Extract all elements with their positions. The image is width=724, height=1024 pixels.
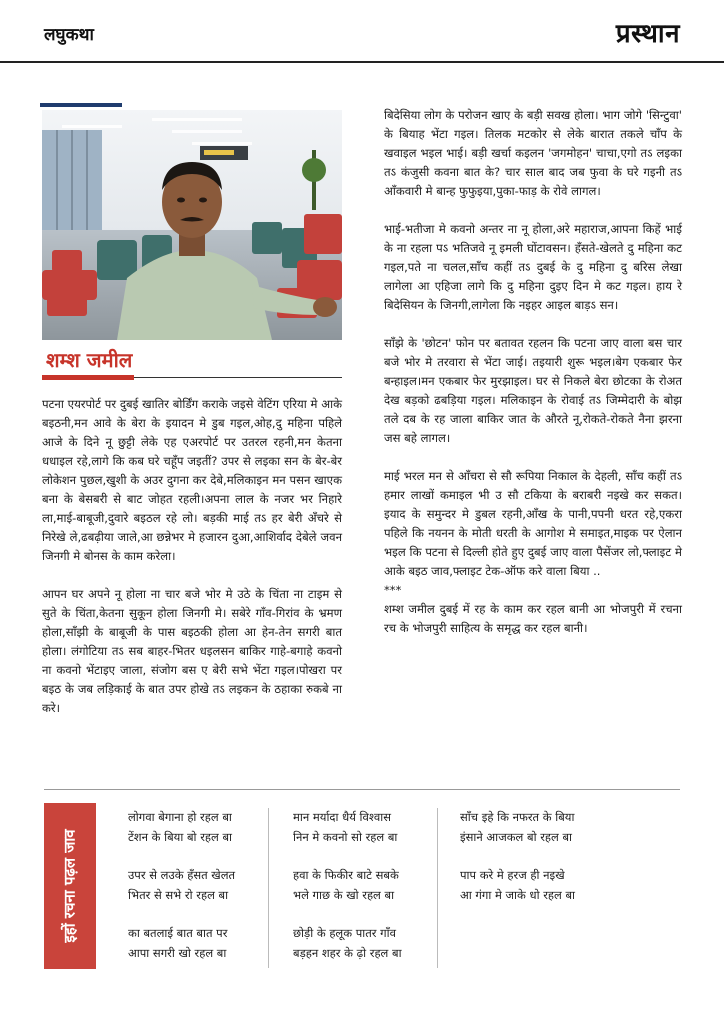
verse-line: टेंशन के बिया बो रहल बा: [128, 829, 232, 844]
verse-line: छोड़ी के हलूक पातर गाँव: [293, 926, 396, 940]
article-paragraph: माई भरल मन से आँचरा से सौ रूपिया निकाल के देहली, साँच कहीं तऽ हमार लाखों कमाइल भी उ सौ टकिया के बराबरी नइखे कर सकत। इयाद के समुन्दर मे डुबल रहनी,आँख के पानी,पपनी धरत रहे,एकरा पहिले कि नयनन के मोती धरती के आगोश मे समाइत,माइक पर ऐलान भइल कि पटना से दिल्ली होते हुए दुबई जाए वाला पैसेंजर लो,फ्लाइट मे आके बइठ जाव,फ्लाइट टेक-ऑफ करे वाला बिया ..: [384, 469, 682, 578]
verse-column: [460, 808, 610, 924]
section-label: लघुकथा: [44, 25, 94, 45]
article-left-column: [42, 395, 342, 718]
article-paragraph: बिदेसिया लोग के परोजन खाए के बड़ी सवख होला। भाग जोगे 'सिन्टुवा' के बियाह भेंटा गइल। तिलक मटकोर से लेके बारात तकले चाँप के खवाइल भइल भाई। बड़ी खर्चा कइलन 'जगमोहन' चाचा,एगो तऽ लइका तऽ कंजुसी कवना बात के? चार साल बाद जब फुवा के घरे गइनी तऽ आँकवारी मे बान्ह फुफुइया,पुका-फाड़ के रोवे लागल।: [384, 108, 682, 198]
verse-stanza: [293, 866, 433, 905]
verse-column: [293, 808, 433, 982]
verse-stanza: [293, 924, 433, 963]
verse-stanza: [128, 924, 258, 963]
section-break: ***: [384, 583, 402, 597]
magazine-title: प्रस्थान: [615, 19, 680, 49]
article-paragraph: साँझे के 'छोटन' फोन पर बतावत रहलन कि पटना जाए वाला बस चार बजे भोर मे तरवारा से भेंटा जाई। तइयारी शुरू भइल।बेग एकबार फेर बन्हाइल।मन एकबार फेर मुरझाइल। घर से निकले बेरा छोटका के रोअत देख बड़को ढबड़िया गइल। मलिकाइन के रोवाई तऽ जिम्मेदारी के बोझ तले दब के रह जाला बाकिर जात के औरते नू,रोकते-रोकते नैना झरना जस बहे लागल।: [384, 336, 682, 445]
photo-accent-bar: [40, 103, 122, 107]
verse-stanza: [128, 866, 258, 905]
article-paragraph: आपन घर अपने नू होला ना चार बजे भोर मे उठे के चिंता ना टाइम से सुते के चिंता,केतना सुकून होला जिनगी मे। सबेरे गाँव-गिरांव के भ्रमण होला,साँझी के बाबूजी के पास बइठकी होला आ हेन-तेन सगरी बात होला। लंगोटिया तऽ सब बाहर-भितर धइलसन बाकिर गाहे-बगाहे कवनो ना कवनो भेंटाइए जाला, संजोग बस ए बेरी सभे भेंटा गइल।पोखरा पर बइठ के जब लड़िकाई के बात उपर होखे तऽ लइकन के ठहाका रुकबे ना करे।: [42, 587, 342, 715]
article-right-column: [384, 106, 682, 638]
verse-stanza: [293, 808, 433, 847]
verse-line: भितर से सभे रो रहल बा: [128, 887, 229, 902]
verse-stanza: [460, 808, 610, 847]
verse-line: साँच इहे कि नफरत के बिया: [460, 810, 575, 824]
author-name-block: [42, 340, 342, 382]
verse-line: भले गाछ के खो रहल बा: [293, 887, 395, 902]
author-bio: शम्श जमील दुबई में रह के काम कर रहल बानी आ भोजपुरी में रचना रच के भोजपुरी साहित्य के समृद्ध कर रहल बानी।: [384, 602, 682, 635]
article-paragraph: भाई-भतीजा मे कवनो अन्तर ना नू होला,अरे महाराज,आपना किहें भाई के ना रहला पऽ भतिजवे नू इमली घोंटावसन। हँसते-खेलते दु महिना कट गइल,पते ना चलल,साँच कहीं तऽ दुबई के दु महिना दु बरिस लेखा लागेला आ एहिजा लागे कि दु महिना दुइए दिन मे कट गइल। हाय रे बिदेसियन के जिनगी,लागेला कि नइहर आइल बाड़ऽ सन।: [384, 222, 682, 312]
article-paragraph: पटना एयरपोर्ट पर दुबई खातिर बोर्डिंग कराके जइसे वेटिंग एरिया मे आके बइठनी,मन आवे के बेरा के इयादन मे डुब गइल,ओह,दु महिना पहिले आजे के दिने नू छुट्टी लेके एह एअरपोर्ट पर उतरल रहनी,मन केतना धधाइल रहे,लागे कि कब घरे चहूँप जइतीं? उपर से लइका सन के बेर-बेर लोकेशन पुछल,खुशी के अउर दुगना कर देबे,मलिकाइन मन पसन खाएक बना के बेसबरी से बाट जोहत रहली।अपना लाल के नजर भर निहारे ला,माई-बाबूजी,दुवारे बइठल रहे लो। बड़की माई तऽ हर बेरी अँचरे से निरेखे ले,ढबढ़ीया जाले,आ छन्नेभर मे हजारन दुआ,आशिर्वाद देबेले जवन जिनगी मे बोनस के काम करेला।: [42, 397, 342, 563]
verse-line: निन मे कवनो सो रहल बा: [293, 829, 398, 844]
name-accent-bar: [42, 375, 134, 380]
verse-line: पाप करे मे हरज ही नइखे: [460, 868, 565, 882]
verse-line: मान मर्यादा धैर्य विश्वास: [293, 810, 391, 824]
footer-divider: [44, 789, 680, 790]
verse-line: आपा सगरी खो रहल बा: [128, 945, 227, 960]
author-name: शम्श जमील: [46, 348, 133, 372]
verse-line: लोगवा बेगाना हो रहल बा: [128, 810, 232, 824]
verse-line: उपर से लउके हँसत खेलत: [128, 868, 236, 882]
verse-divider: [437, 808, 438, 968]
footer-side-label: [44, 803, 96, 969]
verse-line: बड़हन शहर के ढ़ो रहल बा: [293, 945, 402, 960]
header-divider: [0, 61, 724, 63]
verse-stanza: [128, 808, 258, 847]
verse-line: हवा के फिकीर बाटे सबके: [293, 868, 399, 882]
verse-divider: [268, 808, 269, 968]
verse-line: इंसाने आजकल बो रहल बा: [460, 829, 573, 844]
verse-line: का बतलाई बात बात पर: [128, 926, 228, 940]
verse-line: आ गंगा मे जाके धो रहल बा: [460, 887, 576, 902]
verse-stanza: [460, 866, 610, 905]
footer-side-label-text: इहों रचना पढ़ल जाव: [61, 829, 79, 943]
author-photo: [42, 110, 342, 340]
verse-column: [128, 808, 258, 982]
